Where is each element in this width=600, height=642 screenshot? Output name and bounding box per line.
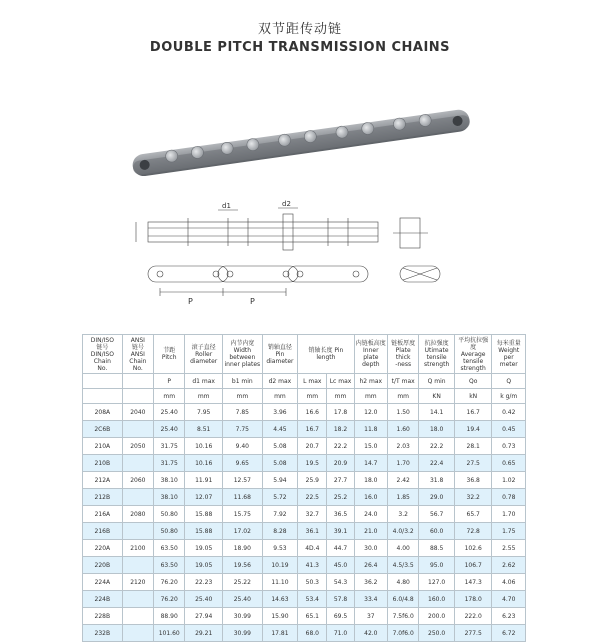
table-cell — [122, 421, 153, 438]
table-cell: 147.3 — [454, 574, 492, 591]
header-line: diameter — [190, 357, 218, 365]
table-cell: 65.1 — [298, 608, 327, 625]
table-cell: 2C6B — [83, 421, 123, 438]
table-cell: 20.9 — [327, 455, 354, 472]
table-cell: 31.8 — [419, 472, 455, 489]
table-cell: 36.2 — [354, 574, 387, 591]
table-cell: 36.1 — [298, 523, 327, 540]
param-header: Qo — [454, 374, 492, 389]
unit-header: mm — [262, 389, 298, 404]
table-cell: 101.60 — [154, 625, 185, 642]
header-line: strength — [423, 361, 450, 368]
unit-header — [83, 389, 123, 404]
table-cell: 54.3 — [327, 574, 354, 591]
table-cell: 63.50 — [154, 540, 185, 557]
table-cell: 220A — [83, 540, 123, 557]
header-line: Roller — [195, 350, 213, 358]
table-cell: 9.65 — [222, 455, 262, 472]
table-cell: 212A — [83, 472, 123, 489]
table-cell: 18.0 — [419, 421, 455, 438]
table-cell: 16.0 — [354, 489, 387, 506]
table-cell: 30.0 — [354, 540, 387, 557]
table-cell: 22.5 — [298, 489, 327, 506]
table-cell: 25.40 — [154, 404, 185, 421]
column-header — [262, 335, 298, 374]
table-cell: 1.50 — [388, 404, 419, 421]
table-cell: 232B — [83, 625, 123, 642]
label-pitch-1: P — [188, 297, 193, 306]
table-cell: 16.7 — [298, 421, 327, 438]
header-line: 节距 — [163, 347, 176, 354]
header-line: tensile — [463, 357, 484, 365]
table-cell: 22.2 — [419, 438, 455, 455]
unit-header: mm — [354, 389, 387, 404]
table-cell — [122, 489, 153, 506]
header-line: DIN/ISO — [90, 336, 114, 344]
param-header: Q — [492, 374, 526, 389]
table-cell: 220B — [83, 557, 123, 574]
header-line: Pitch — [161, 354, 177, 361]
table-cell: 0.45 — [492, 421, 526, 438]
table-cell: 1.70 — [492, 506, 526, 523]
table-cell — [122, 557, 153, 574]
spec-table-container — [82, 334, 526, 642]
table-cell: 60.0 — [419, 523, 455, 540]
table-cell: 63.50 — [154, 557, 185, 574]
table-row — [83, 421, 526, 438]
column-header — [492, 335, 526, 374]
label-pitch-2: P — [250, 297, 255, 306]
table-cell: 8.28 — [262, 523, 298, 540]
table-cell: 1.70 — [388, 455, 419, 472]
header-line: No. — [97, 364, 108, 372]
table-cell — [122, 455, 153, 472]
table-cell: 31.75 — [154, 455, 185, 472]
unit-header: mm — [154, 389, 185, 404]
param-header: t/T max — [388, 374, 419, 389]
column-header — [419, 335, 455, 374]
table-cell: 28.1 — [454, 438, 492, 455]
table-cell: 50.3 — [298, 574, 327, 591]
unit-header: kN — [454, 389, 492, 404]
table-cell: 15.90 — [262, 608, 298, 625]
table-cell: 102.6 — [454, 540, 492, 557]
table-cell: 14.7 — [354, 455, 387, 472]
table-cell: 68.0 — [298, 625, 327, 642]
param-header: d1 max — [185, 374, 223, 389]
table-cell: 24.0 — [354, 506, 387, 523]
table-cell: 12.0 — [354, 404, 387, 421]
table-cell: 12.07 — [185, 489, 223, 506]
header-line: Utimate — [424, 347, 449, 354]
table-cell: 27.94 — [185, 608, 223, 625]
title-english: DOUBLE PITCH TRANSMISSION CHAINS — [149, 40, 451, 55]
table-cell: 2120 — [122, 574, 153, 591]
table-cell: 11.68 — [222, 489, 262, 506]
dimension-drawing — [128, 200, 448, 310]
table-cell: 200.0 — [419, 608, 455, 625]
header-line: inner plates — [224, 361, 261, 368]
table-cell: 2.55 — [492, 540, 526, 557]
table-cell: 4.45 — [262, 421, 298, 438]
table-cell: 19.5 — [298, 455, 327, 472]
table-row — [83, 438, 526, 455]
table-cell: 277.5 — [454, 625, 492, 642]
header-line: plate — [363, 354, 379, 361]
table-cell: 18.2 — [327, 421, 354, 438]
table-cell: 14.63 — [262, 591, 298, 608]
table-row — [83, 540, 526, 557]
table-cell: 3.96 — [262, 404, 298, 421]
table-cell — [122, 625, 153, 642]
param-header — [122, 374, 153, 389]
table-cell: 16.6 — [298, 404, 327, 421]
table-row — [83, 574, 526, 591]
param-header: L max — [298, 374, 327, 389]
table-cell: 178.0 — [454, 591, 492, 608]
table-cell: 7.95 — [185, 404, 223, 421]
column-header — [154, 335, 185, 374]
table-row — [83, 625, 526, 642]
table-cell: 210A — [83, 438, 123, 455]
header-line: 销轴长度 Pin — [308, 347, 344, 354]
table-cell: 33.4 — [354, 591, 387, 608]
header-line: DIN/ISO — [90, 350, 114, 358]
table-cell: 250.0 — [419, 625, 455, 642]
table-cell: 18.90 — [222, 540, 262, 557]
header-line: Average — [460, 350, 486, 358]
column-header — [122, 335, 153, 374]
table-row — [83, 557, 526, 574]
table-cell: 26.4 — [354, 557, 387, 574]
table-cell: 216B — [83, 523, 123, 540]
table-cell: 0.65 — [492, 455, 526, 472]
header-line: ANSI — [130, 350, 145, 358]
column-header — [222, 335, 262, 374]
header-line: 链号 — [131, 343, 144, 351]
table-cell: 11.8 — [354, 421, 387, 438]
header-line: Weight — [498, 347, 520, 354]
header-line: per — [503, 354, 514, 361]
unit-header: mm — [185, 389, 223, 404]
param-header: Q min — [419, 374, 455, 389]
table-cell: 45.0 — [327, 557, 354, 574]
table-cell: 15.88 — [185, 523, 223, 540]
table-cell: 1.02 — [492, 472, 526, 489]
header-line: Width — [233, 347, 252, 354]
table-cell: 16.7 — [454, 404, 492, 421]
table-cell: 7.0f6.0 — [388, 625, 419, 642]
table-cell: 65.7 — [454, 506, 492, 523]
table-cell: 25.2 — [327, 489, 354, 506]
table-cell — [122, 591, 153, 608]
table-cell: 25.22 — [222, 574, 262, 591]
table-cell: 39.1 — [327, 523, 354, 540]
table-cell: 4.00 — [388, 540, 419, 557]
table-cell: 2080 — [122, 506, 153, 523]
header-line: depth — [362, 361, 380, 368]
table-cell: 25.40 — [222, 591, 262, 608]
table-cell: 2.42 — [388, 472, 419, 489]
table-cell: 37 — [354, 608, 387, 625]
table-cell: 44.7 — [327, 540, 354, 557]
table-row — [83, 455, 526, 472]
table-cell: 42.0 — [354, 625, 387, 642]
table-cell: 76.20 — [154, 574, 185, 591]
label-d2: d2 — [282, 200, 291, 208]
param-header: b1 min — [222, 374, 262, 389]
table-cell: 18.0 — [354, 472, 387, 489]
table-cell: 29.21 — [185, 625, 223, 642]
table-cell: 0.78 — [492, 489, 526, 506]
table-row — [83, 608, 526, 625]
table-cell: 212B — [83, 489, 123, 506]
table-cell: 32.7 — [298, 506, 327, 523]
header-line: 平均抗拉强度 — [458, 336, 489, 351]
table-row — [83, 404, 526, 421]
table-cell: 36.5 — [327, 506, 354, 523]
table-cell: 57.8 — [327, 591, 354, 608]
table-cell: 38.10 — [154, 472, 185, 489]
table-cell: 14.1 — [419, 404, 455, 421]
table-cell: 19.05 — [185, 557, 223, 574]
table-cell: 216A — [83, 506, 123, 523]
table-cell: 19.05 — [185, 540, 223, 557]
column-header — [388, 335, 419, 374]
table-cell: 2050 — [122, 438, 153, 455]
column-header — [298, 335, 354, 374]
param-header — [83, 374, 123, 389]
header-line: 内链板高度 — [355, 340, 386, 347]
header-line: Chain — [129, 357, 147, 365]
table-cell: 4D.4 — [298, 540, 327, 557]
table-cell: 3.2 — [388, 506, 419, 523]
param-header: d2 max — [262, 374, 298, 389]
table-cell: 9.40 — [222, 438, 262, 455]
table-cell: 10.16 — [185, 455, 223, 472]
table-cell: 2100 — [122, 540, 153, 557]
table-cell: 21.0 — [354, 523, 387, 540]
table-cell: 160.0 — [419, 591, 455, 608]
table-cell: 11.91 — [185, 472, 223, 489]
table-cell: 22.4 — [419, 455, 455, 472]
unit-header: KN — [419, 389, 455, 404]
table-cell: 5.72 — [262, 489, 298, 506]
table-cell: 9.53 — [262, 540, 298, 557]
table-cell: 27.7 — [327, 472, 354, 489]
table-cell: 4.80 — [388, 574, 419, 591]
unit-header: mm — [388, 389, 419, 404]
unit-header: mm — [298, 389, 327, 404]
table-cell: 71.0 — [327, 625, 354, 642]
header-line: diameter — [266, 357, 294, 365]
table-cell: 228B — [83, 608, 123, 625]
table-cell: 88.5 — [419, 540, 455, 557]
table-cell: 1.75 — [492, 523, 526, 540]
param-header: Lc max — [327, 374, 354, 389]
column-header — [454, 335, 492, 374]
table-cell: 4.5/3.5 — [388, 557, 419, 574]
unit-header: mm — [222, 389, 262, 404]
table-cell: 6.72 — [492, 625, 526, 642]
table-cell: 20.7 — [298, 438, 327, 455]
table-cell: 15.0 — [354, 438, 387, 455]
header-line: 销轴直径 — [267, 343, 292, 351]
table-cell: 30.99 — [222, 608, 262, 625]
table-row — [83, 489, 526, 506]
table-cell: 224B — [83, 591, 123, 608]
header-line: 链号 — [96, 343, 109, 351]
table-cell: 1.60 — [388, 421, 419, 438]
header-line: between — [229, 354, 256, 361]
table-cell: 88.90 — [154, 608, 185, 625]
unit-header — [122, 389, 153, 404]
table-cell: 19.56 — [222, 557, 262, 574]
table-row — [83, 523, 526, 540]
table-cell: 32.2 — [454, 489, 492, 506]
table-cell: 38.10 — [154, 489, 185, 506]
table-row — [83, 472, 526, 489]
header-line: -ness — [395, 361, 412, 368]
header-line: ANSI — [130, 336, 145, 344]
table-cell: 50.80 — [154, 506, 185, 523]
table-cell: 76.20 — [154, 591, 185, 608]
table-cell: 208A — [83, 404, 123, 421]
table-cell: 19.4 — [454, 421, 492, 438]
table-cell: 25.40 — [154, 421, 185, 438]
table-cell: 50.80 — [154, 523, 185, 540]
table-cell: 56.7 — [419, 506, 455, 523]
table-cell: 5.08 — [262, 455, 298, 472]
header-line: Plate — [395, 347, 411, 354]
table-cell: 15.88 — [185, 506, 223, 523]
table-cell: 15.75 — [222, 506, 262, 523]
table-cell: 17.02 — [222, 523, 262, 540]
table-cell: 7.5f6.0 — [388, 608, 419, 625]
header-line: length — [316, 354, 336, 361]
table-cell: 30.99 — [222, 625, 262, 642]
table-cell: 22.2 — [327, 438, 354, 455]
column-header — [354, 335, 387, 374]
header-line: 内节内宽 — [230, 340, 255, 347]
table-cell: 2040 — [122, 404, 153, 421]
table-cell: 7.75 — [222, 421, 262, 438]
column-header — [83, 335, 123, 374]
table-cell: 106.7 — [454, 557, 492, 574]
label-d1: d1 — [222, 202, 231, 210]
table-cell: 17.81 — [262, 625, 298, 642]
title-chinese: 双节距传动链 — [257, 22, 342, 37]
table-cell — [122, 523, 153, 540]
header-line: 每米重量 — [496, 340, 521, 347]
table-cell: 25.40 — [185, 591, 223, 608]
table-cell: 31.75 — [154, 438, 185, 455]
table-cell: 210B — [83, 455, 123, 472]
header-line: strength — [460, 364, 486, 372]
table-cell: 2.03 — [388, 438, 419, 455]
table-cell: 72.8 — [454, 523, 492, 540]
header-line: 抗拉强度 — [424, 340, 449, 347]
table-cell: 4.70 — [492, 591, 526, 608]
header-line: Inner — [363, 347, 379, 354]
table-cell: 22.23 — [185, 574, 223, 591]
table-cell: 69.5 — [327, 608, 354, 625]
table-cell: 95.0 — [419, 557, 455, 574]
table-cell: 36.8 — [454, 472, 492, 489]
table-cell: 29.0 — [419, 489, 455, 506]
header-line: 链板厚度 — [391, 340, 416, 347]
table-cell: 12.57 — [222, 472, 262, 489]
table-cell: 6.0/4.8 — [388, 591, 419, 608]
table-cell: 25.9 — [298, 472, 327, 489]
table-cell: 222.0 — [454, 608, 492, 625]
table-cell: 8.51 — [185, 421, 223, 438]
unit-header: k g/m — [492, 389, 526, 404]
table-cell: 5.94 — [262, 472, 298, 489]
spec-table — [82, 334, 526, 642]
param-header: P — [154, 374, 185, 389]
table-cell: 1.85 — [388, 489, 419, 506]
param-header: h2 max — [354, 374, 387, 389]
unit-header: mm — [327, 389, 354, 404]
table-cell: 10.19 — [262, 557, 298, 574]
chain-photo — [120, 80, 480, 190]
header-line: No. — [132, 364, 143, 372]
table-cell: 224A — [83, 574, 123, 591]
header-line: meter — [499, 361, 518, 368]
table-cell: 27.5 — [454, 455, 492, 472]
header-line: 滚子直径 — [191, 343, 216, 351]
table-cell: 4.0/3.2 — [388, 523, 419, 540]
table-cell — [122, 608, 153, 625]
column-header — [185, 335, 223, 374]
table-cell: 0.73 — [492, 438, 526, 455]
table-cell: 2.62 — [492, 557, 526, 574]
table-cell: 17.8 — [327, 404, 354, 421]
table-cell: 7.85 — [222, 404, 262, 421]
table-cell: 6.23 — [492, 608, 526, 625]
table-row — [83, 591, 526, 608]
header-line: tensile — [426, 354, 447, 361]
header-line: thick — [395, 354, 411, 361]
header-line: Pin — [275, 350, 285, 358]
table-cell: 4.06 — [492, 574, 526, 591]
header-line: Chain — [93, 357, 111, 365]
table-cell: 127.0 — [419, 574, 455, 591]
table-cell: 2060 — [122, 472, 153, 489]
table-row — [83, 506, 526, 523]
table-cell: 7.92 — [262, 506, 298, 523]
table-cell: 11.10 — [262, 574, 298, 591]
table-cell: 0.42 — [492, 404, 526, 421]
table-cell: 5.08 — [262, 438, 298, 455]
table-cell: 10.16 — [185, 438, 223, 455]
table-cell: 41.3 — [298, 557, 327, 574]
table-cell: 53.4 — [298, 591, 327, 608]
